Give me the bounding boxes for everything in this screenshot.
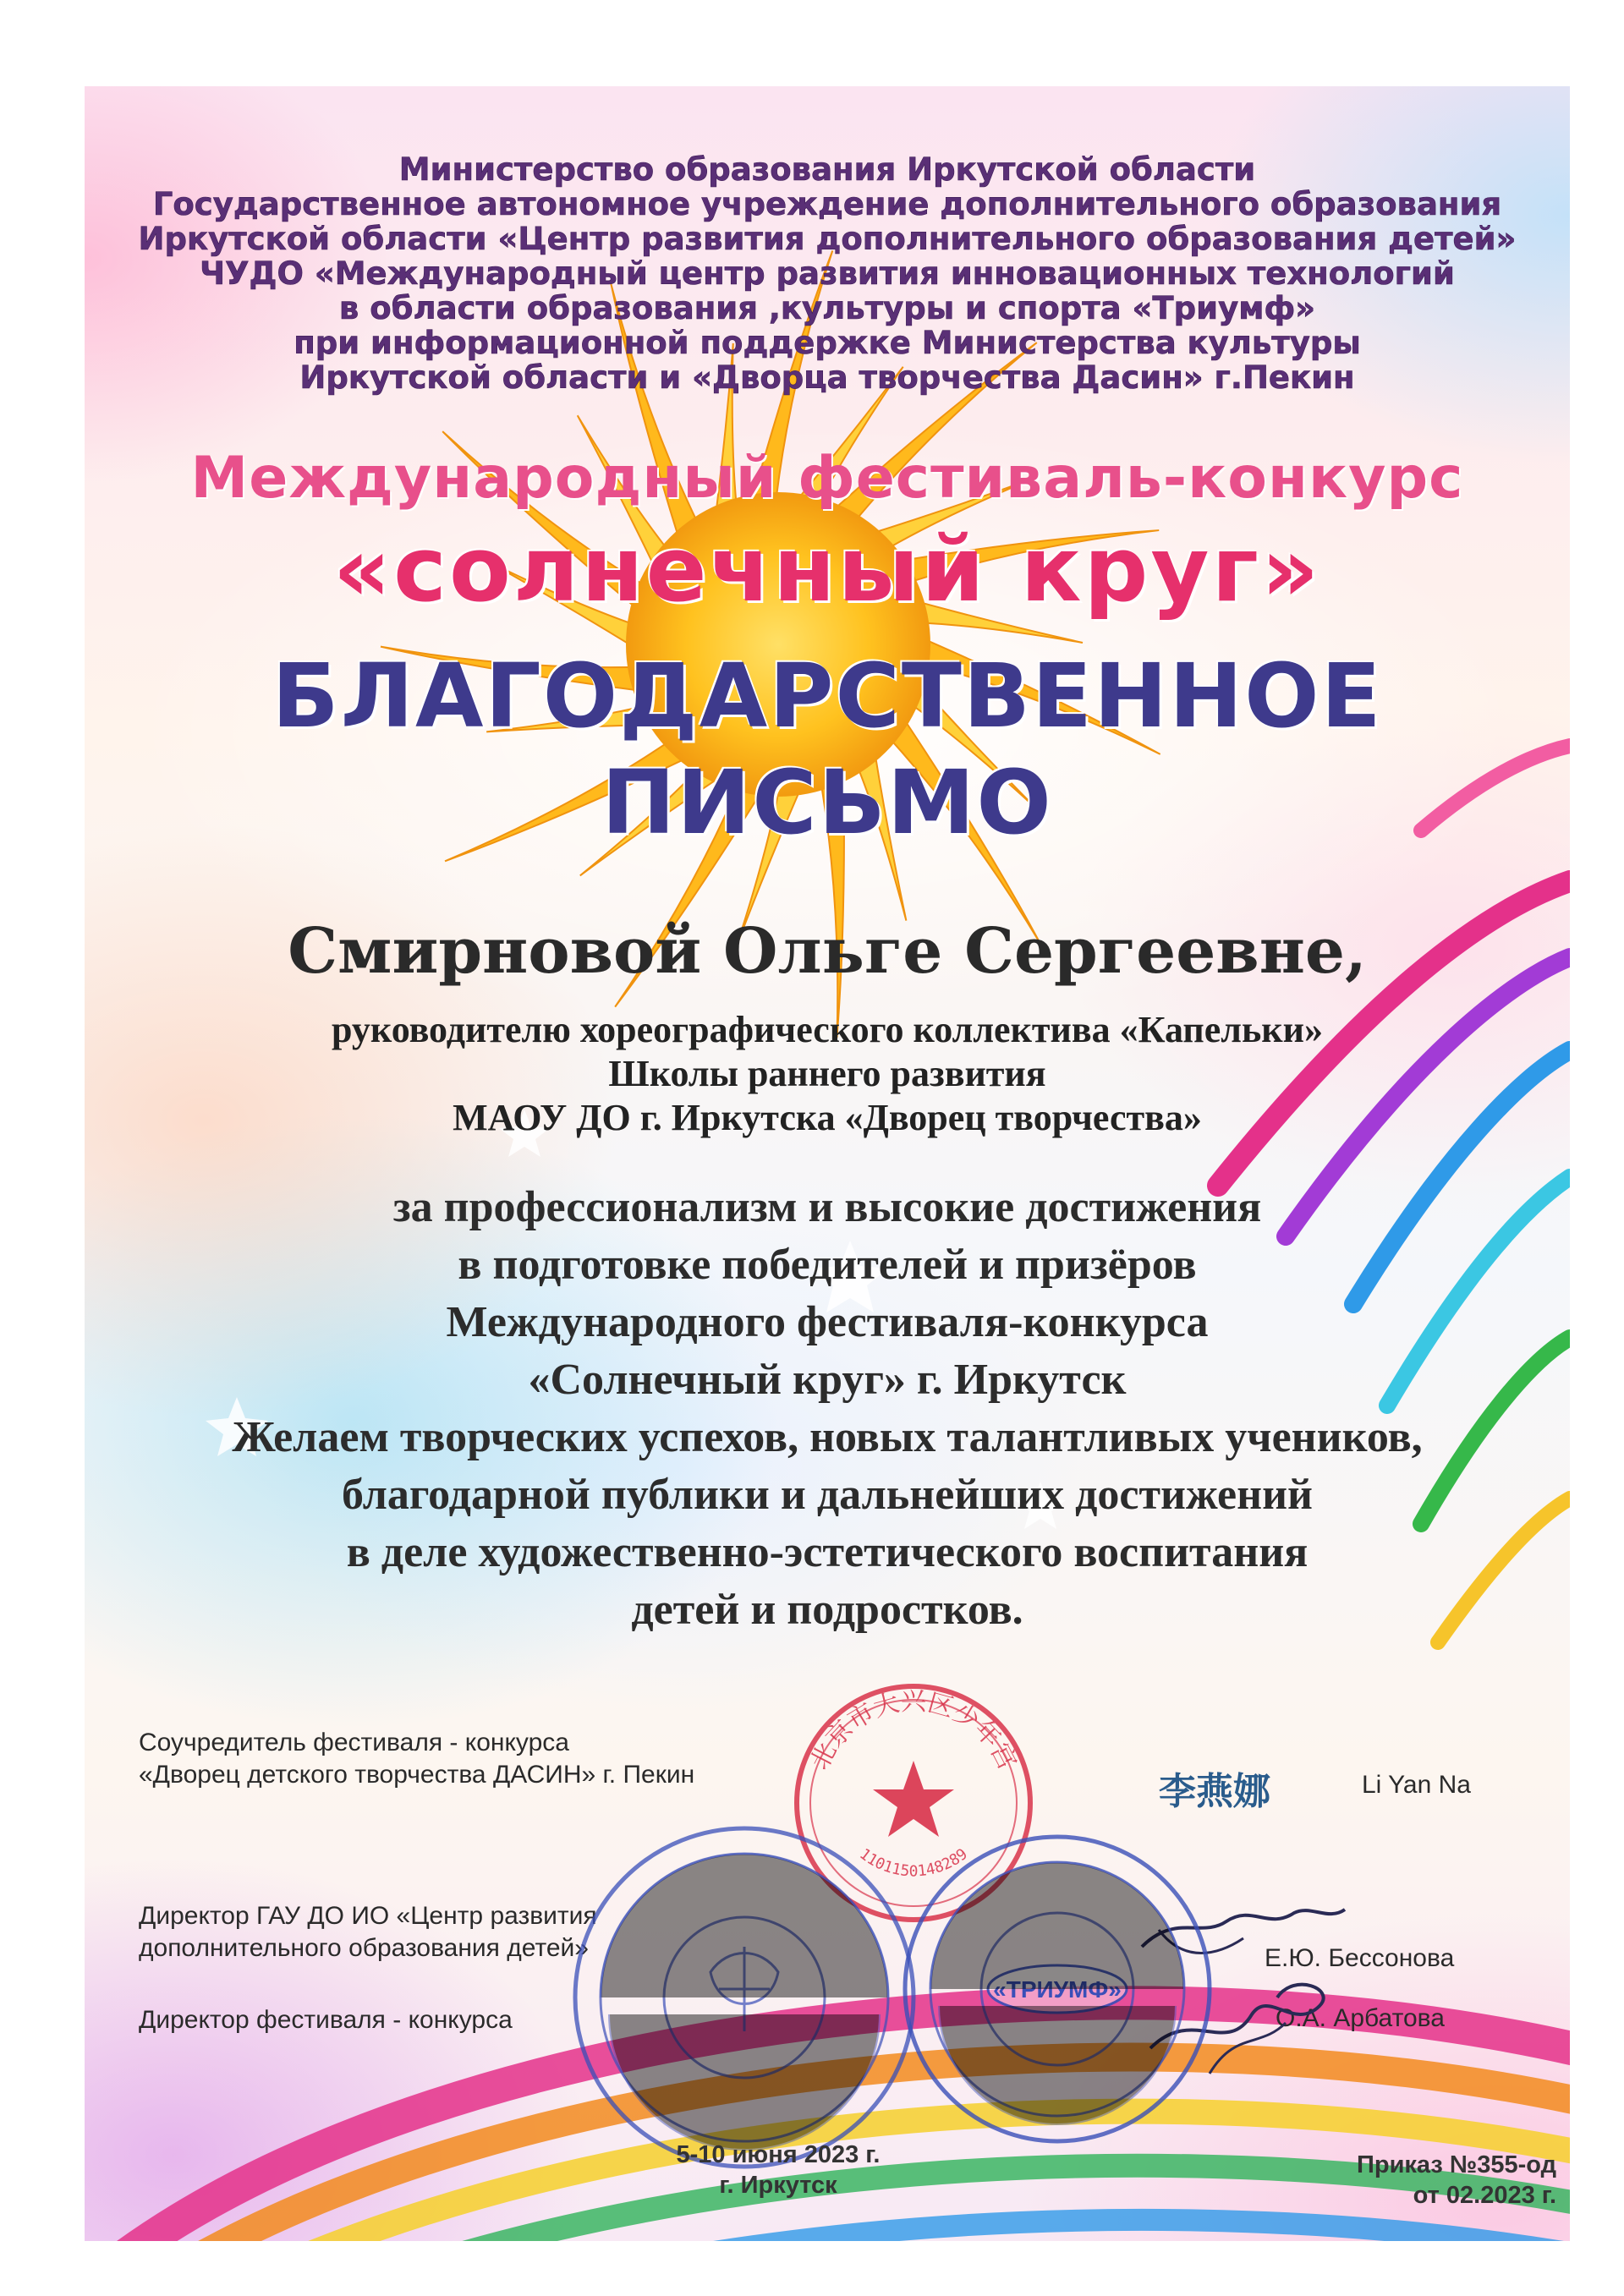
header-line: ЧУДО «Международный центр развития инновационных технологий [200,255,1455,292]
header-line: Министерство образования Иркутской области [398,151,1256,188]
message-line: «Солнечный круг» г. Иркутск [528,1356,1127,1404]
director-center-title-line: дополнительного образования детей» [139,1934,589,1962]
cofounder-title [139,1727,694,1791]
cofounder-chinese-name: 李燕娜 [1159,1770,1270,1813]
message-line: детей и подростков. [631,1586,1023,1634]
document-type-line-1: БЛАГОДАРСТВЕННОЕ [272,644,1383,748]
cofounder-title-line: Соучредитель фестиваля - конкурса [139,1729,569,1756]
order-date: от 02.2023 г. [1413,2182,1556,2209]
order-number: Приказ №355-од [1357,2151,1556,2178]
position-line: руководителю хореографического коллектива «Капельки» [332,1009,1323,1050]
message-line: в деле художественно-эстетического воспитания [346,1528,1309,1576]
order-reference [1235,2150,1556,2211]
issuing-organizations [85,152,1570,395]
festival-director-title [139,2004,513,2036]
festival-director-title-line: Директор фестиваля - конкурса [139,2006,513,2034]
chinese-stamp-text: 北京市大兴区少年宫 [804,1687,1023,1775]
festival-director-name: О.А. Арбатова [1276,2004,1445,2032]
position-line: Школы раннего развития [608,1053,1046,1094]
cofounder-title-line: «Дворец детского творчества ДАСИН» г. Пекин [139,1761,695,1789]
header-line: Иркутской области «Центр развития дополнительного образования детей» [138,221,1517,257]
chinese-stamp-number: 110115014828​9 [856,1844,971,1881]
official-round-stamp-center [567,1820,922,2175]
message-line: Желаем творческих успехов, новых талантливых учеников, [232,1413,1423,1461]
festival-dates-location [626,2140,930,2200]
festival-title: Международный фестиваль-конкурс [190,445,1464,512]
header-line: Государственное автономное учреждение дополнительного образования [152,186,1502,222]
director-center-title-line: Директор ГАУ ДО ИО «Центр развития [139,1902,597,1930]
header-line: при информационной поддержке Министерства культуры [294,325,1361,361]
gratitude-message [85,1179,1570,1639]
recipient-position [85,1008,1570,1140]
director-center-title [139,1900,597,1964]
header-line: Иркутской области и «Дворца творчества Дасин» г.Пекин [299,359,1355,396]
certificate-sheet [85,86,1570,2241]
festival-dates: 5-10 июня 2023 г. [676,2141,881,2168]
message-line: Международного фестиваля-конкурса [446,1298,1209,1346]
director-center-name: Е.Ю. Бессонова [1265,1944,1455,1972]
triumph-stamp-label: «ТРИУМФ» [993,1976,1122,2003]
message-line: за профессионализм и высокие достижения [392,1183,1262,1231]
festival-name: «солнечный круг» [332,518,1322,622]
message-line: благодарной публики и дальнейших достижений [341,1471,1313,1519]
cofounder-name: Li Yan Na [1362,1771,1471,1799]
recipient-name: Смирновой Ольге Сергеевне, [288,915,1367,988]
document-type-line-2: ПИСЬМО [601,751,1053,854]
festival-city: г. Иркутск [719,2172,837,2199]
message-line: в подготовке победителей и призёров [458,1241,1197,1289]
header-line: в области образования ,культуры и спорта «Триумф» [338,290,1316,326]
triumph-round-stamp [897,1828,1218,2150]
position-line: МАОУ ДО г. Иркутска «Дворец творчества» [453,1097,1202,1138]
